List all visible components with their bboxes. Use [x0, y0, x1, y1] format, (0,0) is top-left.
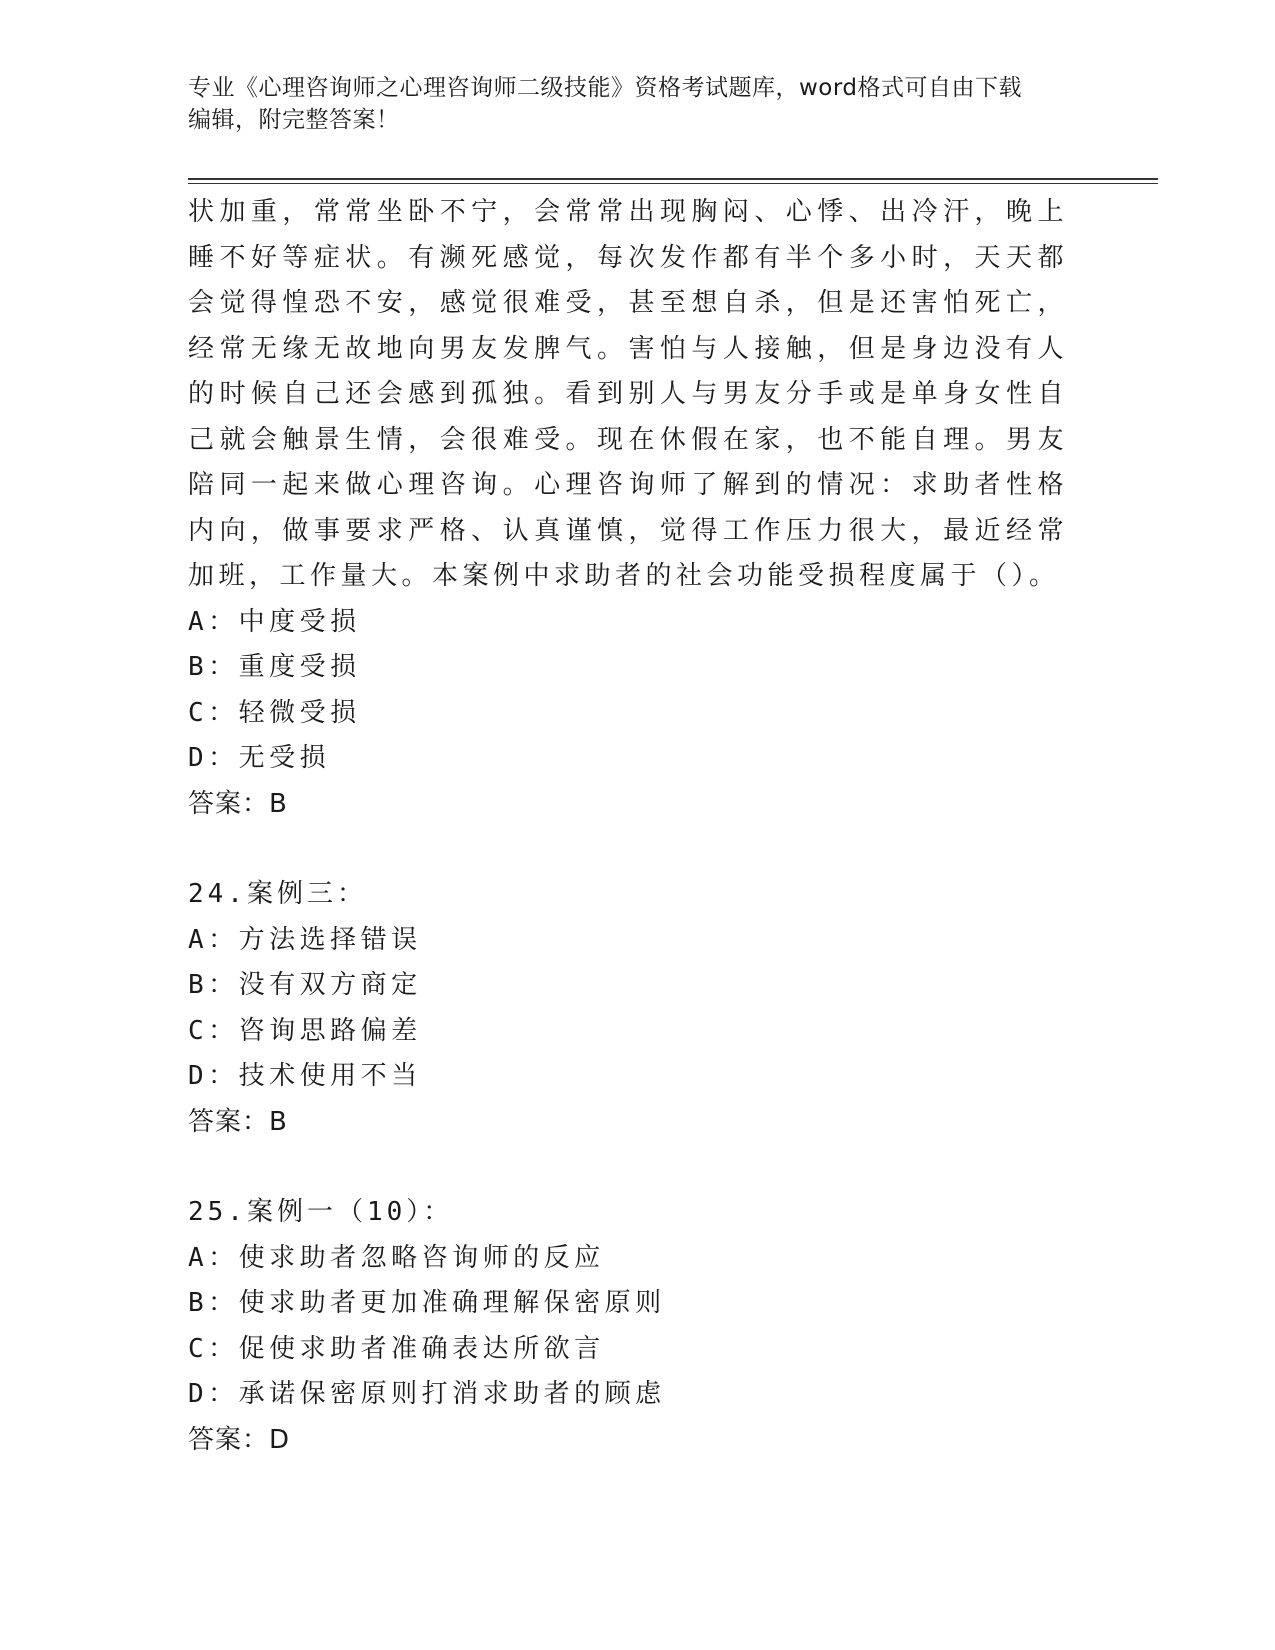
question-23-stem: 状加重，常常坐卧不宁，会常常出现胸闷、心悸、出冷汗，晚上睡不好等症状。有濒死感觉，每次发作都有半个多小时，天天都会觉得惶恐不安，感觉很难受，甚至想自杀，但是还害怕死亡，经常无缘无故地向男友发脾气。害怕与人接触，但是身边没有人的时候自己还会感到孤独。看到别人与男友分手或是单身女性自己就会触景生情，会很难受。现在休假在家，也不能自理。男友陪同一起来做心理咨询。心理咨询师了解到的情况：求助者性格内向，做事要求严格、认真谨慎，觉得工作压力很大，最近经常加班，工作量大。本案例中求助者的社会功能受损程度属于（）。 [188, 197, 1068, 591]
question-23 [188, 190, 1068, 827]
document-header [188, 72, 1068, 136]
header-line-1: 专业《心理咨询师之心理咨询师二级技能》资格考试题库，word格式可自由下载 [188, 75, 1023, 101]
document-body [188, 190, 1068, 1463]
question-23-option-a: A：中度受损 [188, 606, 361, 637]
header-divider-thin [188, 183, 1158, 184]
question-23-option-b: B：重度受损 [188, 652, 361, 682]
question-25-option-a: A：使求助者忽略咨询师的反应 [188, 1242, 605, 1273]
question-24-answer: 答案：B [188, 1106, 288, 1137]
question-24-option-c: C：咨询思路偏差 [188, 1015, 422, 1046]
question-25-option-c: C：促使求助者准确表达所欲言 [188, 1333, 605, 1364]
question-25-title: 25.案例一（10）： [188, 1197, 454, 1227]
question-23-option-d: D：无受损 [188, 743, 331, 773]
question-25 [188, 1190, 1068, 1463]
question-23-option-c: C：轻微受损 [188, 697, 361, 728]
header-divider-thick [188, 178, 1158, 180]
question-23-answer: 答案：B [188, 788, 288, 819]
question-24 [188, 872, 1068, 1145]
header-line-2: 编辑，附完整答案！ [188, 107, 400, 133]
question-25-option-b: B：使求助者更加准确理解保密原则 [188, 1288, 666, 1318]
question-24-option-d: D：技术使用不当 [188, 1061, 422, 1091]
question-24-option-b: B：没有双方商定 [188, 970, 422, 1000]
question-25-answer: 答案：D [188, 1424, 291, 1455]
question-25-option-d: D：承诺保密原则打消求助者的顾虑 [188, 1379, 666, 1409]
question-24-title: 24.案例三： [188, 879, 367, 909]
question-24-option-a: A：方法选择错误 [188, 924, 422, 955]
